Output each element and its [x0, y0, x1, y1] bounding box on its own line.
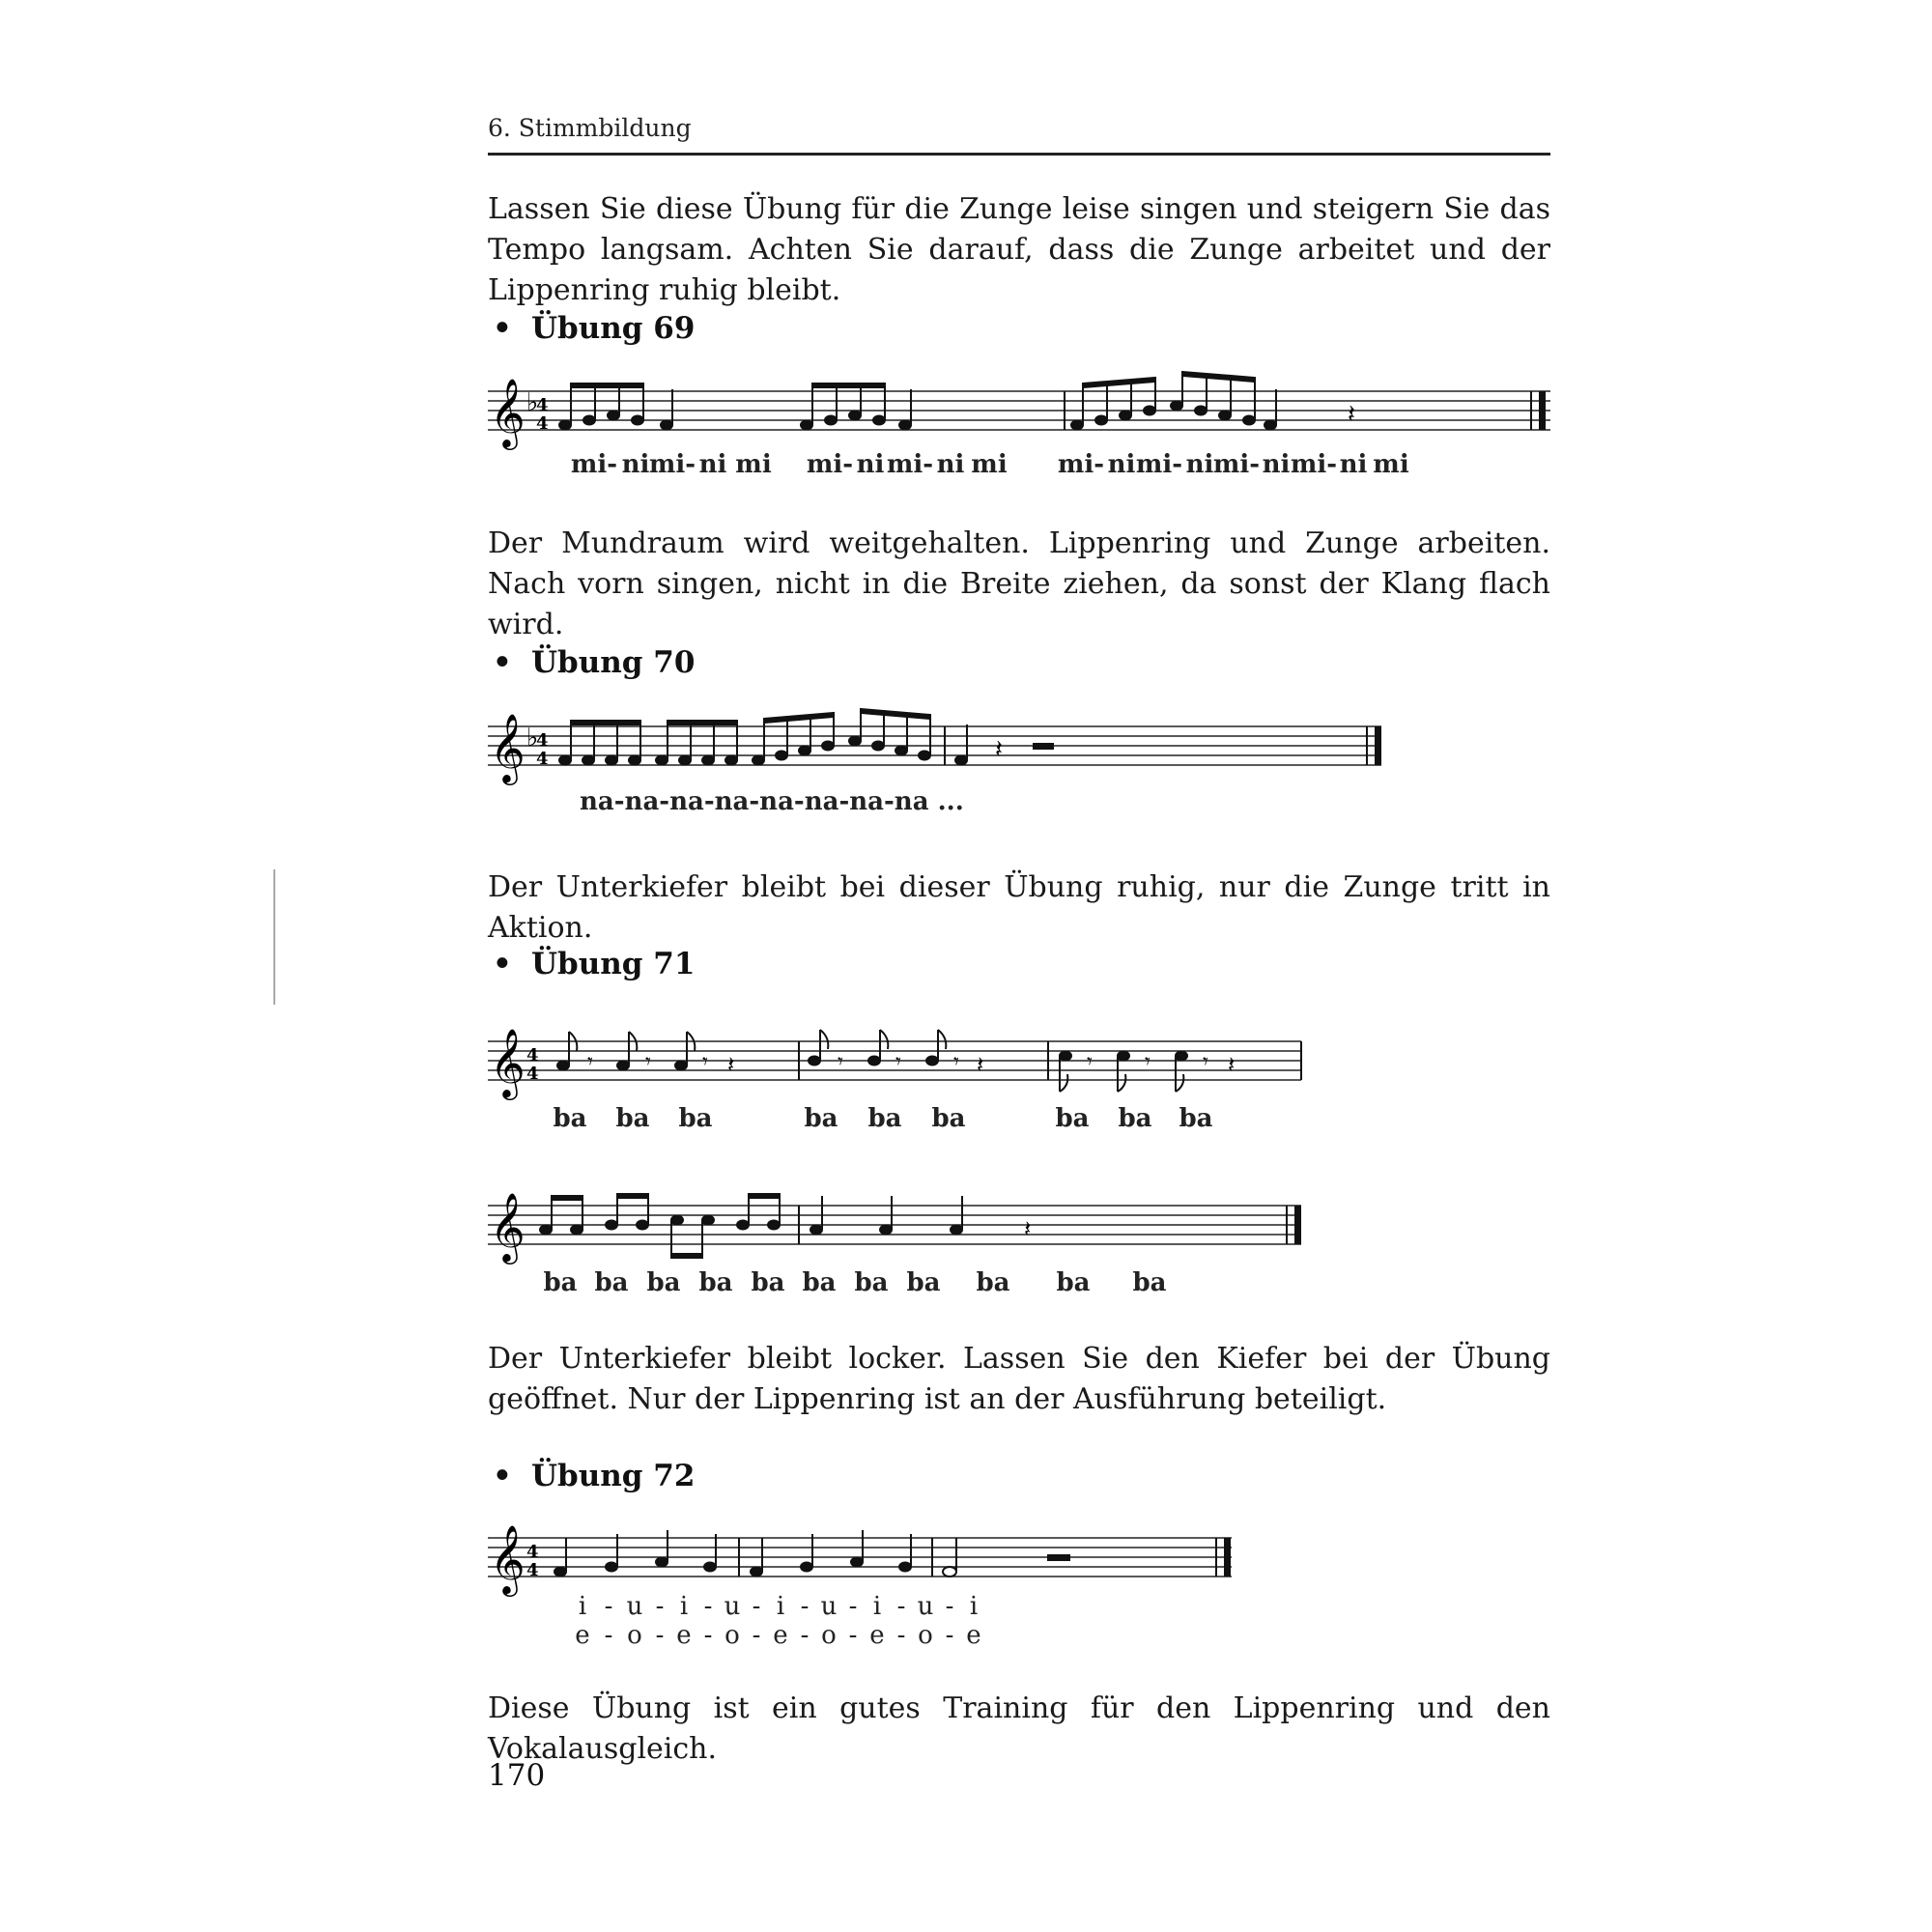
final-barline: [1294, 1206, 1301, 1244]
lyrics-exercise-71-line-1: ba ba ba ba ba ba ba ba ba: [553, 1104, 1213, 1133]
running-head: 6. Stimmbildung: [488, 114, 692, 142]
exercise-title: Übung 71: [531, 947, 696, 981]
paragraph-1: Lassen Sie diese Übung für die Zunge leise singen und steigern Sie das Tempo langsam. Achten Sie darauf, dass die Zunge arbeitet und der Lippenring ruhig bleibt.: [488, 192, 1550, 307]
svg-text:𝄾: 𝄾: [587, 1050, 593, 1074]
svg-text:𝄾: 𝄾: [702, 1050, 708, 1074]
svg-text:4: 4: [536, 730, 549, 751]
margin-line: [273, 869, 275, 1005]
svg-text:𝄾: 𝄾: [1203, 1050, 1208, 1074]
bullet: •: [493, 947, 512, 981]
svg-text:𝄽: 𝄽: [727, 1051, 735, 1078]
final-barline: [1224, 1538, 1231, 1577]
paragraph-2: Der Mundraum wird weitgehalten. Lippenring und Zunge arbeiten. Nach vorn singen, nicht in die Breite ziehen, da sonst der Klang flach wird.: [488, 526, 1550, 641]
page-number: 170: [488, 1758, 546, 1793]
vowels-line-1: i - u - i - u - i - u - i - u - i: [578, 1592, 979, 1621]
svg-text:𝄾: 𝄾: [895, 1050, 901, 1074]
header-rule: [488, 153, 1550, 156]
bullet: •: [493, 311, 512, 346]
exercise-71-heading: [493, 947, 695, 981]
svg-text:𝄾: 𝄾: [645, 1050, 651, 1074]
treble-clef-icon: 𝄞: [490, 1523, 526, 1594]
svg-text:𝄾: 𝄾: [953, 1050, 959, 1074]
svg-text:4: 4: [526, 1542, 539, 1562]
svg-text:𝄾: 𝄾: [1145, 1050, 1151, 1074]
svg-text:4: 4: [526, 1064, 539, 1084]
lyrics-exercise-69: mi- ni mi- ni mi mi- ni mi- ni mi mi- ni mi- ni mi- ni mi- ni mi: [570, 450, 1409, 479]
quarter-rest-icon: 𝄽: [995, 735, 1003, 764]
exercise-title: Übung 69: [531, 311, 696, 346]
svg-text:𝄾: 𝄾: [838, 1050, 843, 1074]
exercise-72-heading: [493, 1459, 695, 1493]
exercise-69-heading: [493, 311, 695, 346]
treble-clef-icon: 𝄞: [490, 712, 526, 782]
lyrics-exercise-71-line-2: ba ba ba ba ba ba ba ba ba ba ba: [543, 1268, 1167, 1297]
final-barline: [1539, 391, 1546, 430]
flat-sign-icon: ♭: [526, 724, 539, 753]
exercise-title: Übung 70: [531, 645, 696, 680]
exercise-70-heading: [493, 645, 695, 680]
exercise-title: Übung 72: [531, 1459, 696, 1493]
svg-text:4: 4: [526, 1045, 539, 1065]
treble-clef-icon: 𝄞: [490, 377, 526, 447]
treble-clef-icon: 𝄞: [490, 1191, 526, 1262]
svg-text:𝄽: 𝄽: [977, 1051, 984, 1078]
flat-sign-icon: ♭: [526, 388, 539, 417]
bullet: •: [493, 645, 512, 680]
final-barline: [1375, 726, 1381, 765]
svg-text:4: 4: [536, 413, 549, 434]
paragraph-5: Diese Übung ist ein gutes Training für den Lippenring und den Vokalausgleich.: [488, 1691, 1550, 1766]
svg-text:𝄾: 𝄾: [1087, 1050, 1093, 1074]
treble-clef-icon: 𝄞: [490, 1027, 526, 1097]
quarter-rest-icon: 𝄽: [1348, 400, 1355, 429]
bullet: •: [493, 1459, 512, 1493]
svg-text:4: 4: [526, 1560, 539, 1580]
svg-text:4: 4: [536, 395, 549, 415]
lyrics-exercise-70: na-na-na-na-na-na-na-na ...: [580, 787, 964, 816]
svg-text:4: 4: [536, 749, 549, 769]
paragraph-4: Der Unterkiefer bleibt locker. Lassen Sie den Kiefer bei der Übung geöffnet. Nur der Lippenring ist an der Ausführung beteiligt.: [488, 1342, 1550, 1416]
vowels-line-2: e - o - e - o - e - o - e - o - e: [575, 1621, 981, 1650]
paragraph-3: Der Unterkiefer bleibt bei dieser Übung ruhig, nur die Zunge tritt in Aktion.: [488, 870, 1550, 945]
svg-text:𝄽: 𝄽: [1228, 1051, 1236, 1078]
quarter-rest-icon: 𝄽: [1024, 1215, 1032, 1242]
